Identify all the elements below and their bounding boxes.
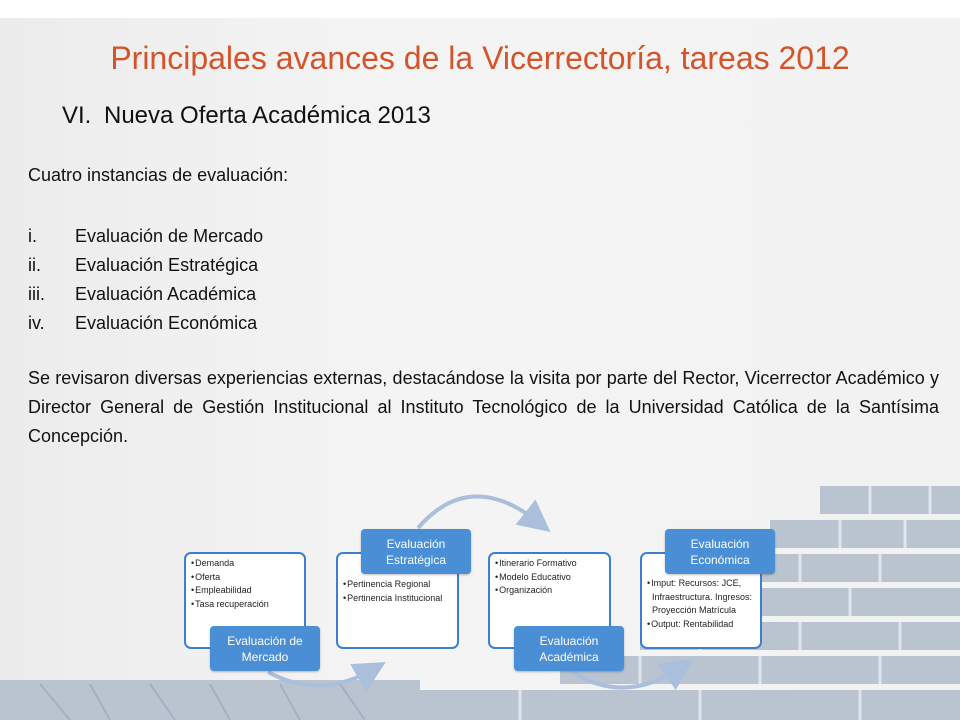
step-item: • Empleabilidad	[190, 584, 304, 598]
step-item: • Itinerario Formativo	[494, 557, 609, 571]
step-items	[490, 554, 609, 598]
section-title: Nueva Oferta Académica 2013	[104, 102, 431, 129]
slide-title: Principales avances de la Vicerrectoría, tareas 2012	[110, 40, 850, 76]
step-item: • Output: Rentabilidad	[646, 618, 760, 632]
step-item: • Pertinencia Regional	[342, 578, 457, 592]
list-numeral: iv.	[28, 313, 45, 333]
step-label-estrategica: Evaluación Estratégica	[361, 529, 471, 574]
list-numeral: ii.	[28, 255, 41, 275]
list-item-label: Evaluación Estratégica	[75, 255, 259, 275]
step-label-mercado: Evaluación de Mercado	[210, 626, 320, 671]
arrow-mercado-to-estrategica	[268, 670, 372, 686]
step-label-economica: Evaluación Económica	[665, 529, 775, 574]
intro-text: Cuatro instancias de evaluación:	[28, 165, 289, 185]
step-label-academica: Evaluación Académica	[514, 626, 624, 671]
step-item: • Modelo Educativo	[494, 571, 609, 585]
list-numeral: i.	[28, 226, 37, 246]
body-paragraph: Se revisaron diversas experiencias externas, destacándose la visita por parte del Rector, Vicerrector Académico y Director General de Gestión Institucional al Instituto Tecnológico de la Universidad Católica de la Santísima Concepción.	[28, 368, 939, 446]
step-item: • Organización	[494, 584, 609, 598]
step-item: • Tasa recuperación	[190, 598, 304, 612]
step-item: • Pertinencia Institucional	[342, 592, 457, 606]
step-item: • Demanda	[190, 557, 304, 571]
section-number: VI.	[62, 102, 92, 129]
step-items	[186, 554, 304, 611]
list-item-label: Evaluación Económica	[75, 313, 258, 333]
arrow-estrategica-to-academica	[418, 496, 538, 528]
step-item: • Oferta	[190, 571, 304, 585]
list-item-label: Evaluación Académica	[75, 284, 257, 304]
step-item: • Imput: Recursos: JCE, Infraestructura. Ingresos: Proyección Matrícula	[646, 577, 760, 618]
list-numeral: iii.	[28, 284, 45, 304]
list-item-label: Evaluación de Mercado	[75, 226, 264, 246]
